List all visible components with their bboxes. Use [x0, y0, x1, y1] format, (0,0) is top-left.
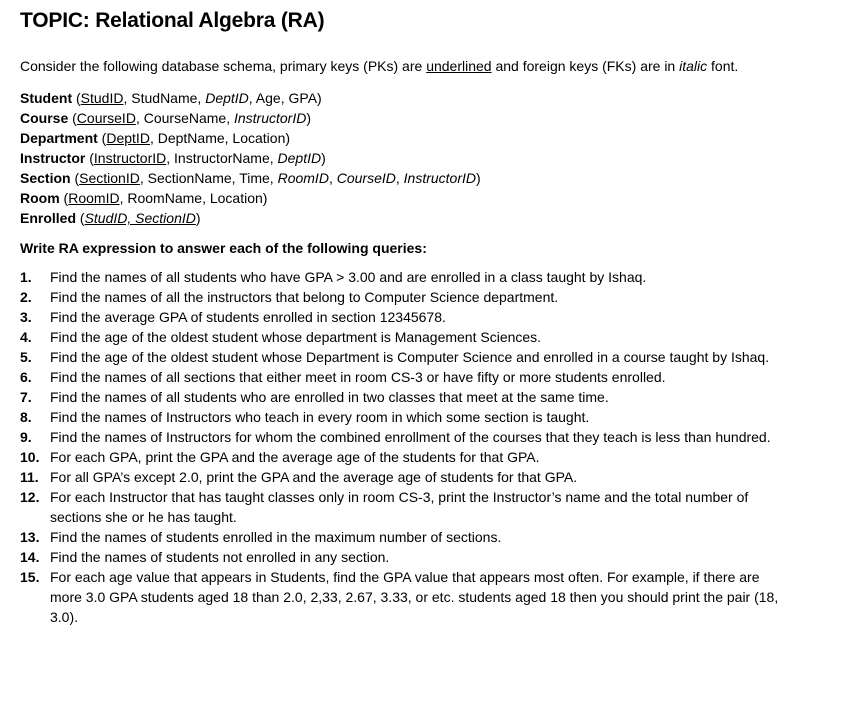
question-text: For each GPA, print the GPA and the average age of the students for that GPA.: [50, 449, 540, 465]
question-number: 5.: [20, 349, 32, 365]
page-title: TOPIC: Relational Algebra (RA): [20, 9, 325, 32]
attribute: GPA: [288, 90, 318, 106]
schema-row: Instructor (InstructorID, InstructorName, DeptID): [20, 150, 326, 166]
question-text: Find the age of the oldest student whose department is Management Sciences.: [50, 329, 542, 345]
intro-text-1: Consider the following database schema, primary keys (PKs) are: [20, 58, 427, 74]
primary-key: SectionID: [79, 170, 140, 186]
intro-text-3: font.: [707, 58, 739, 74]
question-item: [20, 547, 827, 567]
schema-list: [20, 88, 827, 228]
attribute: DeptName: [157, 130, 225, 146]
schema-row: Department (DeptID, DeptName, Location): [20, 130, 291, 146]
attribute: CourseName: [143, 110, 227, 126]
intro-italic-word: italic: [679, 58, 708, 74]
question-item: [20, 287, 827, 307]
question-number: 1.: [20, 269, 32, 285]
attribute: StudName: [131, 90, 198, 106]
attribute: Time: [239, 170, 270, 186]
question-number: 12.: [20, 489, 40, 505]
attribute: Age: [255, 90, 281, 106]
foreign-key: RoomID: [277, 170, 329, 186]
question-number: 15.: [20, 569, 40, 585]
foreign-key: DeptID: [205, 90, 249, 106]
question-number: 14.: [20, 549, 40, 565]
question-text: Find the names of Instructors who teach in every room in which some section is taught.: [50, 409, 590, 425]
question-text: For all GPA’s except 2.0, print the GPA and the average age of students for that GPA.: [50, 469, 578, 485]
question-item: [20, 387, 827, 407]
question-item: [20, 427, 827, 447]
question-item: [20, 347, 827, 367]
relation-name: Department: [20, 130, 98, 146]
intro-text-2: and foreign keys (FKs) are in: [491, 58, 680, 74]
relation-name: Student: [20, 90, 73, 106]
schema-row: Student (StudID, StudName, DeptID, Age, GPA): [20, 90, 322, 106]
question-item: [20, 467, 827, 487]
question-text: For each age value that appears in Students, find the GPA value that appears most often. For example, if there are more 3.0 GPA students aged 18 than 2.0, 2,33, 2.67, 3.33, or etc. students aged 18 then you should print the pair (18, 3.0).: [50, 569, 779, 625]
question-number: 11.: [20, 469, 39, 485]
foreign-key: InstructorID: [233, 110, 307, 126]
primary-key: RoomID: [68, 190, 120, 206]
question-item: [20, 267, 827, 287]
question-text: Find the age of the oldest student whose Department is Computer Science and enrolled in a course taught by Ishaq.: [50, 349, 770, 365]
question-number: 6.: [20, 369, 32, 385]
schema-row: Enrolled (StudID, SectionID): [20, 210, 201, 226]
question-number: 7.: [20, 389, 32, 405]
attribute: SectionName: [147, 170, 232, 186]
attribute: RoomName: [127, 190, 203, 206]
attribute: Location: [232, 130, 286, 146]
question-item: [20, 447, 827, 467]
foreign-key: InstructorID: [403, 170, 476, 186]
question-item: [20, 307, 827, 327]
question-number: 13.: [20, 529, 40, 545]
question-item: [20, 407, 827, 427]
relation-name: Section: [20, 170, 71, 186]
question-number: 4.: [20, 329, 32, 345]
question-text: Find the names of all sections that either meet in room CS-3 or have fifty or more students enrolled.: [50, 369, 666, 385]
question-text: For each Instructor that has taught classes only in room CS-3, print the Instructor’s name and the total number of sections she or he has taught.: [50, 489, 749, 525]
intro-underlined-word: underlined: [426, 58, 492, 74]
foreign-key: CourseID: [336, 170, 396, 186]
primary-key: StudID: [80, 90, 124, 106]
question-number: 8.: [20, 409, 32, 425]
foreign-key: DeptID: [277, 150, 322, 166]
schema-row: Room (RoomID, RoomName, Location): [20, 190, 268, 206]
question-number: 3.: [20, 309, 32, 325]
relation-name: Enrolled: [20, 210, 77, 226]
relation-name: Instructor: [20, 150, 86, 166]
question-number: 9.: [20, 429, 32, 445]
question-text: Find the names of all students who are enrolled in two classes that meet at the same time.: [50, 389, 609, 405]
question-list: [20, 267, 827, 627]
primary-key: StudID, SectionID: [84, 210, 196, 226]
question-item: [20, 527, 827, 547]
question-text: Find the names of all the instructors that belong to Computer Science department.: [50, 289, 559, 305]
question-text: Find the names of all students who have GPA > 3.00 and are enrolled in a class taught by Ishaq.: [50, 269, 647, 285]
attribute: Location: [209, 190, 263, 206]
attribute: InstructorName: [174, 150, 270, 166]
question-number: 10.: [20, 449, 40, 465]
primary-key: InstructorID: [93, 150, 167, 166]
question-item: [20, 327, 827, 347]
schema-row: Section (SectionID, SectionName, Time, RoomID, CourseID, InstructorID): [20, 170, 481, 186]
primary-key: CourseID: [76, 110, 136, 126]
question-item: [20, 567, 827, 627]
question-number: 2.: [20, 289, 32, 305]
primary-key: DeptID: [106, 130, 150, 146]
question-text: Find the names of students enrolled in the maximum number of sections.: [50, 529, 502, 545]
instructions-heading: Write RA expression to answer each of the following queries:: [20, 240, 427, 256]
relation-name: Course: [20, 110, 69, 126]
question-text: Find the names of Instructors for whom the combined enrollment of the courses that they teach is less than hundred.: [50, 429, 771, 445]
intro-paragraph: [20, 56, 827, 76]
question-text: Find the average GPA of students enrolled in section 12345678.: [50, 309, 446, 325]
question-item: [20, 367, 827, 387]
question-item: [20, 487, 827, 527]
schema-row: Course (CourseID, CourseName, InstructorID): [20, 110, 312, 126]
relation-name: Room: [20, 190, 60, 206]
question-text: Find the names of students not enrolled in any section.: [50, 549, 390, 565]
